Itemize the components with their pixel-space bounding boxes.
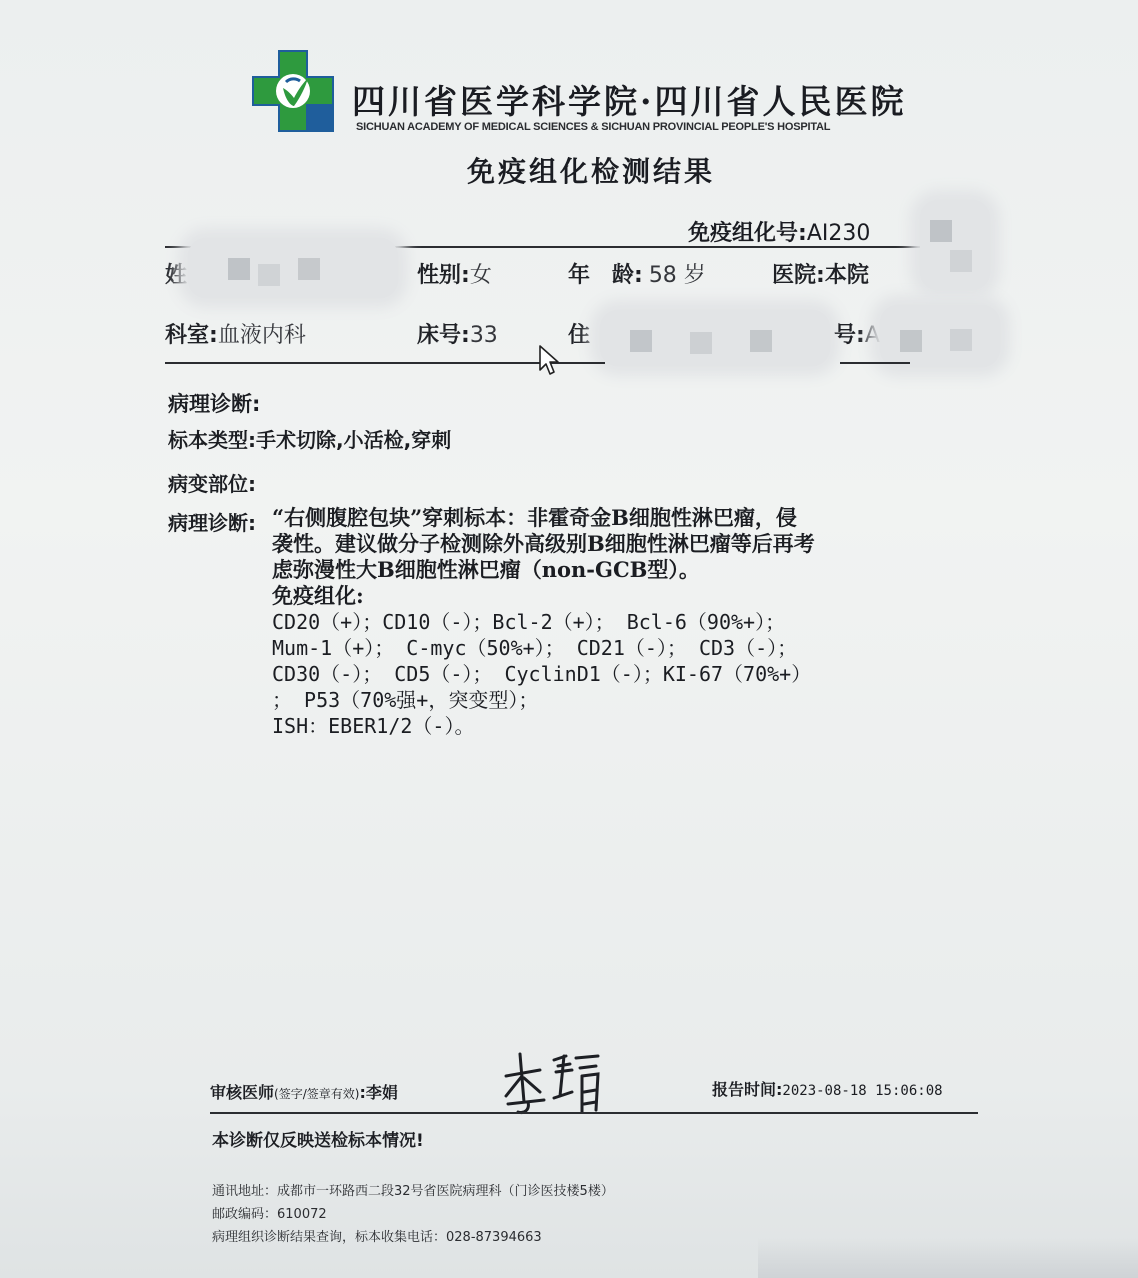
redacted-admission xyxy=(600,310,830,366)
hospital-field xyxy=(772,258,869,289)
report-time-label: 报告时间: xyxy=(712,1080,783,1099)
hospital-label: 医院: xyxy=(772,263,825,288)
number-field xyxy=(834,318,880,349)
admission-field xyxy=(568,318,590,349)
bed-value: 33 xyxy=(469,323,498,348)
department-field xyxy=(165,318,306,349)
postcode: 邮政编码：610072 xyxy=(212,1207,327,1222)
ihc-line: CD20（+）；CD10（-）；Bcl-2（+）； Bcl-6（90%+）； xyxy=(272,610,786,634)
phone: 病理组织诊断结果查询，标本收集电话：028-87394663 xyxy=(212,1230,542,1245)
ihc-number-value: AI230 xyxy=(806,221,871,246)
patient-rule-right xyxy=(840,362,910,364)
diagnosis-line: 袭性。建议做分子检测除外高级别B细胞性淋巴瘤等后再考 xyxy=(272,531,815,556)
gender-value: 女 xyxy=(469,263,492,288)
age-value: 58 岁 xyxy=(648,263,706,288)
handwritten-signature xyxy=(500,1046,604,1118)
age-label: 年 龄: xyxy=(568,263,643,288)
number-label: 号: xyxy=(834,323,865,348)
age-field xyxy=(568,258,706,289)
hospital-name-cn: 四川省医学科学院·四川省人民医院 xyxy=(352,82,907,121)
department-value: 血液内科 xyxy=(217,323,306,348)
specimen-type-value: 手术切除,小活检,穿刺 xyxy=(256,428,452,452)
specimen-type xyxy=(168,424,451,453)
hospital-logo-icon xyxy=(250,48,336,134)
specimen-type-label: 标本类型: xyxy=(168,428,256,452)
redacted-name xyxy=(188,238,398,298)
name-label: 姓 xyxy=(165,263,188,288)
screen-edge-shadow xyxy=(758,1238,1138,1278)
pathology-heading: 病理诊断: xyxy=(168,392,261,416)
diagnosis-line: “右侧腹腔包块”穿刺标本：非霍奇金B细胞性淋巴瘤，侵 xyxy=(272,505,797,530)
reviewer-note: (签字/签章有效) xyxy=(274,1087,360,1101)
ihc-number xyxy=(688,216,870,247)
ihc-line: CD30（-）； CD5（-）； CyclinD1（-）；KI-67（70%+） xyxy=(272,662,812,686)
hospital-value: 本院 xyxy=(824,263,869,288)
document-title: 免疫组化检测结果 xyxy=(466,155,715,188)
diagnosis-line: 虑弥漫性大B细胞性淋巴瘤（non-GCB型）。 xyxy=(272,557,700,582)
bed-field xyxy=(417,318,498,349)
disclaimer: 本诊断仅反映送检标本情况! xyxy=(212,1131,424,1151)
redacted-ihc-tail xyxy=(920,200,990,290)
bed-label: 床号: xyxy=(417,323,470,348)
admission-label: 住 xyxy=(568,323,591,348)
gender-label: 性别: xyxy=(417,263,470,288)
mouse-cursor-icon xyxy=(538,344,560,378)
redacted-number xyxy=(880,305,1000,367)
diagnosis-text xyxy=(272,505,982,739)
gender-field xyxy=(417,258,492,289)
lesion-site-label: 病变部位: xyxy=(168,472,256,496)
ihc-line: ； P53（70%强+，突变型）； xyxy=(272,688,539,712)
reviewer xyxy=(210,1080,398,1103)
address: 通讯地址：成都市一环路西二段32号省医院病理科（门诊医技楼5楼） xyxy=(212,1184,614,1199)
department-label: 科室: xyxy=(165,323,218,348)
reviewer-name: :李娟 xyxy=(359,1083,398,1102)
diagnosis-label: 病理诊断: xyxy=(168,511,256,535)
number-value: A xyxy=(864,323,880,348)
ish-line: ISH：EBER1/2（-）。 xyxy=(272,714,475,738)
reviewer-label: 审核医师 xyxy=(210,1083,275,1102)
report-time xyxy=(712,1077,943,1100)
ihc-number-label: 免疫组化号: xyxy=(688,221,807,246)
name-field xyxy=(165,258,187,289)
footer-rule xyxy=(210,1112,978,1114)
ihc-line: Mum-1（+）； C-myc（50%+）； CD21（-）； CD3（-）； xyxy=(272,636,798,660)
ihc-heading: 免疫组化: xyxy=(272,583,364,608)
report-time-value: 2023-08-18 15:06:08 xyxy=(782,1083,943,1099)
hospital-name-en: SICHUAN ACADEMY OF MEDICAL SCIENCES & SICHUAN PROVINCIAL PEOPLE'S HOSPITAL xyxy=(356,121,831,133)
